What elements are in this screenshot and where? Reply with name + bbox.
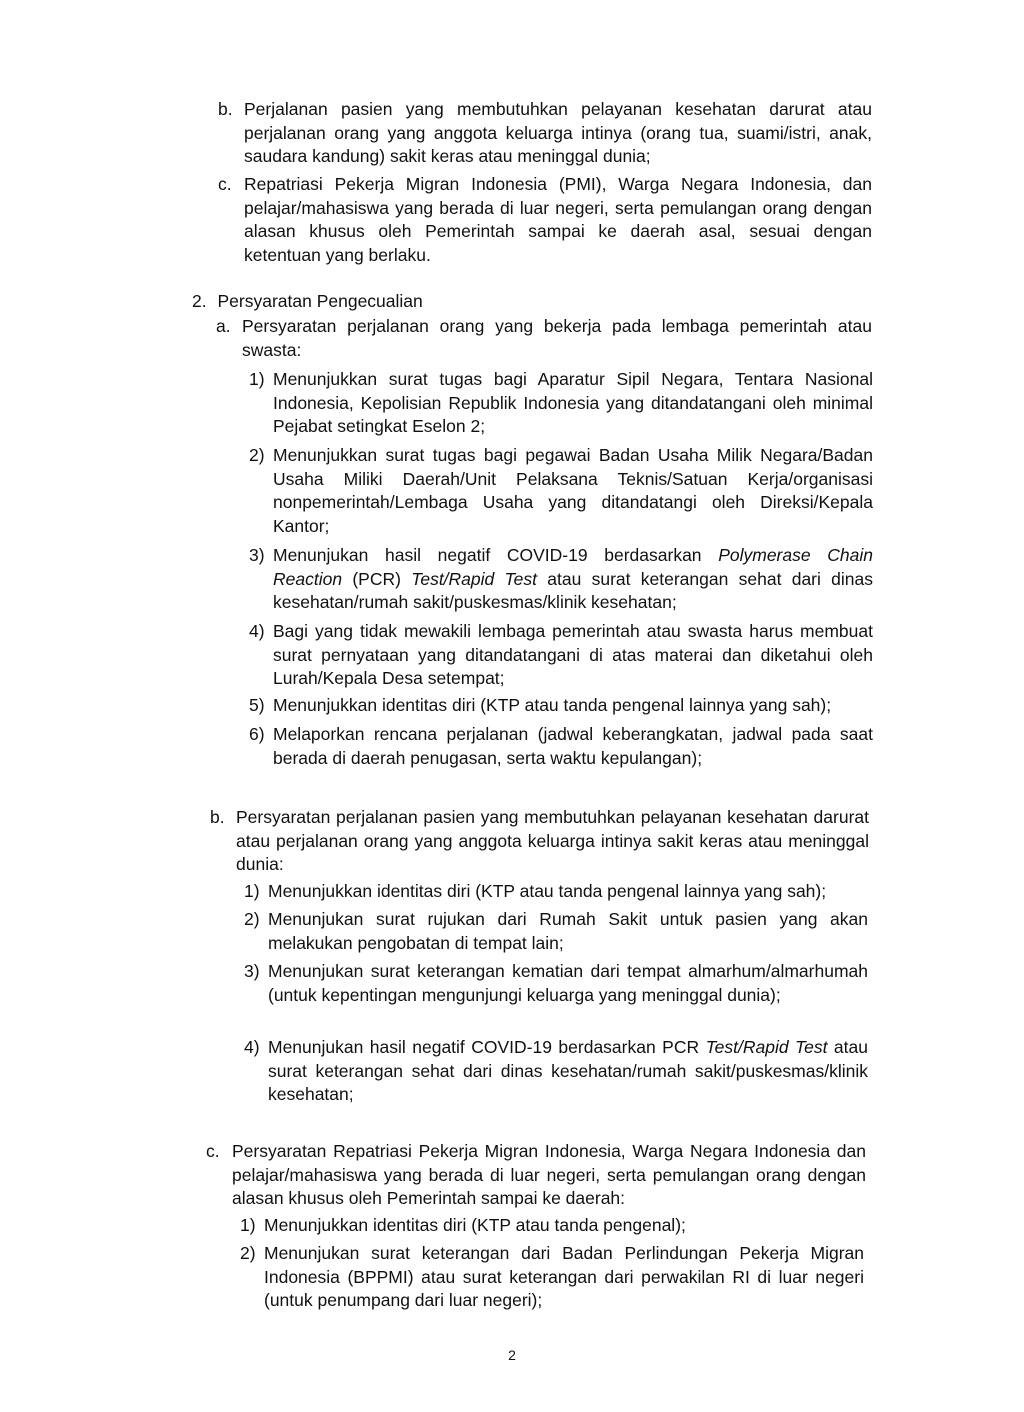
list-item-text: Repatriasi Pekerja Migran Indonesia (PMI), Warga Negara Indonesia, dan pelajar/mahasiswa yang berada di luar negeri, serta pemulangan orang dengan alasan khusus oleh Pemerintah sampai ke daerah asal, sesuai dengan ketentuan yang berlaku. xyxy=(244,174,872,265)
subsection-c-heading xyxy=(206,1140,866,1211)
italic-term: Test/Rapid Test xyxy=(411,568,537,589)
item-number: 6) xyxy=(249,724,265,744)
requirement-item xyxy=(249,694,873,718)
item-text: Menunjukan surat keterangan kematian dari tempat almarhum/almarhumah (untuk kepentingan mengunjungi keluarga yang meninggal dunia); xyxy=(268,961,868,1005)
subsection-b-heading xyxy=(210,806,869,877)
italic-term: Test/Rapid Test xyxy=(705,1037,828,1057)
page-number: 2 xyxy=(508,1347,516,1363)
section-number: 2. xyxy=(192,291,207,311)
text-run: Menunjukan hasil negatif COVID-19 berdasarkan xyxy=(273,545,719,565)
requirement-item xyxy=(240,1214,864,1238)
subsection-marker: a. xyxy=(216,316,231,336)
subsection-marker: b. xyxy=(210,807,225,827)
item-text xyxy=(268,1036,868,1107)
italic-term: Polymerase Chain Reaction xyxy=(273,545,873,589)
item-number: 2) xyxy=(240,1243,256,1263)
requirement-item xyxy=(244,960,868,1007)
subsection-heading-text: Persyaratan perjalanan orang yang bekerja pada lembaga pemerintah atau swasta: xyxy=(242,316,872,360)
item-text: Menunjukan surat keterangan dari Badan Perlindungan Pekerja Migran Indonesia (BPPMI) atau surat keterangan dari perwakilan RI di luar negeri (untuk penumpang dari luar negeri); xyxy=(264,1243,864,1310)
item-number: 3) xyxy=(249,545,265,565)
item-number: 1) xyxy=(249,369,265,389)
list-marker: c. xyxy=(218,174,232,194)
subsection-marker: c. xyxy=(206,1141,220,1161)
subsection-heading-text: Persyaratan perjalanan pasien yang membutuhkan pelayanan kesehatan darurat atau perjalanan orang yang anggota keluarga intinya sakit keras atau meninggal dunia: xyxy=(236,807,869,874)
text-run: Menunjukan hasil negatif COVID-19 berdasarkan PCR xyxy=(268,1037,706,1057)
subsection-a-heading xyxy=(216,315,872,362)
requirement-item xyxy=(244,1036,868,1107)
list-item-b xyxy=(218,98,872,169)
requirement-item xyxy=(244,908,868,955)
requirement-item xyxy=(240,1242,864,1313)
text-run: (PCR) xyxy=(342,568,412,589)
requirement-item xyxy=(249,723,873,770)
list-item-c xyxy=(218,173,872,267)
requirement-item xyxy=(249,620,873,691)
item-text: Menunjukkan surat tugas bagi pegawai Badan Usaha Milik Negara/Badan Usaha Miliki Daerah/Unit Pelaksana Teknis/Satuan Kerja/organisasi nonpemerintah/Lembaga Usaha yang ditandatangi oleh Direksi/Kepala Kantor; xyxy=(273,445,873,536)
item-text: Menunjukkan identitas diri (KTP atau tanda pengenal lainnya yang sah); xyxy=(268,881,827,901)
requirement-item xyxy=(249,368,873,439)
item-text: Bagi yang tidak mewakili lembaga pemerintah atau swasta harus membuat surat pernyataan yang ditandatangani di atas materai dan diketahui oleh Lurah/Kepala Desa setempat; xyxy=(273,621,873,688)
list-marker: b. xyxy=(218,99,233,119)
item-number: 3) xyxy=(244,961,260,981)
subsection-heading-text: Persyaratan Repatriasi Pekerja Migran Indonesia, Warga Negara Indonesia dan pelajar/mahasiswa yang berada di luar negeri, serta pemulangan orang dengan alasan khusus oleh Pemerintah sampai ke daerah: xyxy=(232,1141,866,1208)
section-heading xyxy=(192,290,423,314)
item-text: Menunjukkan identitas diri (KTP atau tanda pengenal); xyxy=(264,1215,686,1235)
item-text: Melaporkan rencana perjalanan (jadwal keberangkatan, jadwal pada saat berada di daerah penugasan, serta waktu kepulangan); xyxy=(273,724,873,768)
item-number: 2) xyxy=(249,445,265,465)
item-number: 1) xyxy=(244,881,260,901)
item-number: 5) xyxy=(249,695,265,715)
item-number: 4) xyxy=(249,621,265,641)
item-number: 4) xyxy=(244,1037,260,1057)
text-run: atau surat keterangan sehat dari dinas kesehatan/rumah sakit/puskesmas/klinik kesehatan; xyxy=(268,1037,868,1104)
item-text: Menunjukan surat rujukan dari Rumah Sakit untuk pasien yang akan melakukan pengobatan di tempat lain; xyxy=(268,909,868,953)
list-item-text: Perjalanan pasien yang membutuhkan pelayanan kesehatan darurat atau perjalanan orang yang anggota keluarga intinya (orang tua, suami/istri, anak, saudara kandung) sakit keras atau meninggal dunia; xyxy=(244,99,872,166)
requirement-item xyxy=(249,544,874,615)
requirement-item xyxy=(249,444,873,538)
item-text: Menunjukkan surat tugas bagi Aparatur Sipil Negara, Tentara Nasional Indonesia, Kepolisian Republik Indonesia yang ditandatangani oleh minimal Pejabat setingkat Eselon 2; xyxy=(273,369,873,436)
item-number: 2) xyxy=(244,909,260,929)
item-number: 1) xyxy=(240,1215,256,1235)
item-text: Menunjukkan identitas diri (KTP atau tanda pengenal lainnya yang sah); xyxy=(273,695,832,715)
section-title: Persyaratan Pengecualian xyxy=(217,291,423,311)
item-text xyxy=(273,544,873,615)
text-run: atau surat keterangan sehat dari dinas kesehatan/rumah sakit/puskesmas/klinik kesehatan; xyxy=(273,568,874,612)
requirement-item xyxy=(244,880,868,904)
